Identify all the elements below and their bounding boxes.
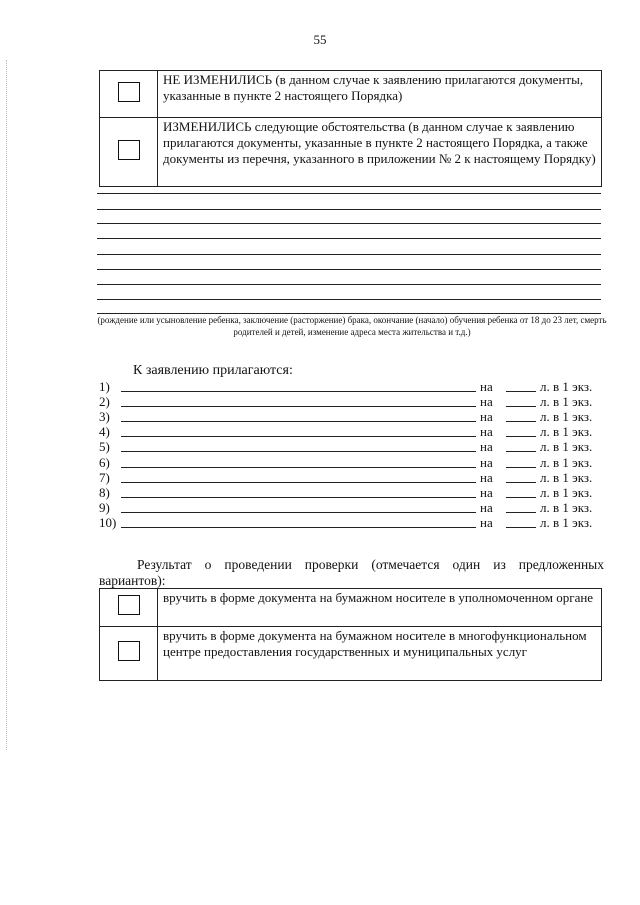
status-option-row [100, 71, 602, 118]
attachment-row [99, 470, 604, 485]
mfc-option-label: вручить в форме документа на бумажном носителе в многофункциональном центре предоставления государственных и муниципальных услуг [158, 627, 602, 681]
attachments-title: К заявлению прилагаются: [133, 363, 293, 378]
attachment-row [99, 500, 604, 515]
attachment-copies-label: л. в 1 экз. [540, 515, 593, 530]
authority-option-label: вручить в форме документа на бумажном носителе в уполномоченном органе [158, 589, 602, 627]
attachment-sheets-field[interactable] [506, 406, 536, 407]
attachment-row [99, 455, 604, 470]
attachment-sheets-field[interactable] [506, 482, 536, 483]
attachment-copies-label: л. в 1 экз. [540, 500, 593, 515]
status-options-table [99, 70, 602, 187]
margin-dotted-line [6, 60, 7, 750]
attachment-sheets-field[interactable] [506, 436, 536, 437]
attachment-name-field[interactable] [121, 421, 476, 422]
blank-line-3[interactable] [97, 223, 601, 224]
blank-line-2[interactable] [97, 209, 601, 210]
attachment-on-label: на [480, 515, 493, 530]
attachment-row [99, 439, 604, 454]
unchanged-checkbox[interactable] [118, 82, 140, 102]
attachment-sheets-field[interactable] [506, 391, 536, 392]
blank-line-1[interactable] [97, 193, 601, 194]
attachment-row [99, 409, 604, 424]
attachment-number: 3) [99, 409, 110, 424]
attachment-name-field[interactable] [121, 467, 476, 468]
attachment-row [99, 424, 604, 439]
attachment-name-field[interactable] [121, 497, 476, 498]
attachment-copies-label: л. в 1 экз. [540, 379, 593, 394]
attachment-copies-label: л. в 1 экз. [540, 394, 593, 409]
result-option-row [100, 627, 602, 681]
attachment-name-field[interactable] [121, 482, 476, 483]
attachment-sheets-field[interactable] [506, 451, 536, 452]
attachment-number: 5) [99, 439, 110, 454]
attachment-on-label: на [480, 455, 493, 470]
attachment-number: 7) [99, 470, 110, 485]
attachment-copies-label: л. в 1 экз. [540, 424, 593, 439]
blank-line-6[interactable] [97, 269, 601, 270]
attachment-sheets-field[interactable] [506, 497, 536, 498]
attachment-sheets-field[interactable] [506, 467, 536, 468]
attachment-row [99, 394, 604, 409]
attachment-sheets-field[interactable] [506, 527, 536, 528]
attachment-row [99, 515, 604, 530]
result-option-row [100, 589, 602, 627]
attachment-name-field[interactable] [121, 391, 476, 392]
attachment-name-field[interactable] [121, 512, 476, 513]
attachment-sheets-field[interactable] [506, 512, 536, 513]
attachment-on-label: на [480, 394, 493, 409]
attachment-name-field[interactable] [121, 527, 476, 528]
attachment-row [99, 379, 604, 394]
attachment-number: 4) [99, 424, 110, 439]
attachment-name-field[interactable] [121, 436, 476, 437]
attachment-on-label: на [480, 439, 493, 454]
attachment-on-label: на [480, 379, 493, 394]
attachment-on-label: на [480, 500, 493, 515]
attachment-number: 1) [99, 379, 110, 394]
attachment-name-field[interactable] [121, 406, 476, 407]
attachment-on-label: на [480, 470, 493, 485]
attachment-number: 2) [99, 394, 110, 409]
changed-checkbox[interactable] [118, 140, 140, 160]
page-number: 55 [313, 32, 327, 47]
changed-option-label: ИЗМЕНИЛИСЬ следующие обстоятельства (в данном случае к заявлению прилагаются документы, указанные в пункте 2 настоящего Порядка, а также документы из перечня, указанного в приложении № 2 к настоящему Порядку) [158, 118, 602, 187]
attachment-on-label: на [480, 485, 493, 500]
attachment-name-field[interactable] [121, 451, 476, 452]
attachment-row [99, 485, 604, 500]
circumstances-note: (рождение или усыновление ребенка, заключение (расторжение) брака, окончание (начало) обучения ребенка от 18 до 23 лет, смерть родителей и детей, изменение адреса места жительства и т.д.) [97, 315, 607, 337]
authority-checkbox[interactable] [118, 595, 140, 615]
status-option-row [100, 118, 602, 187]
blank-line-7[interactable] [97, 284, 601, 285]
attachment-number: 9) [99, 500, 110, 515]
attachment-copies-label: л. в 1 экз. [540, 439, 593, 454]
attachment-number: 6) [99, 455, 110, 470]
blank-line-5[interactable] [97, 254, 601, 255]
unchanged-option-label: НЕ ИЗМЕНИЛИСЬ (в данном случае к заявлению прилагаются документы, указанные в пункте 2 настоящего Порядка) [158, 71, 602, 118]
blank-line-4[interactable] [97, 238, 601, 239]
attachment-number: 8) [99, 485, 110, 500]
attachment-copies-label: л. в 1 экз. [540, 470, 593, 485]
attachment-copies-label: л. в 1 экз. [540, 455, 593, 470]
result-options-table [99, 588, 602, 681]
result-instruction: Результат о проведении проверки (отмечается один из предложенных вариантов): [99, 557, 604, 588]
attachment-copies-label: л. в 1 экз. [540, 485, 593, 500]
attachment-on-label: на [480, 424, 493, 439]
mfc-checkbox[interactable] [118, 641, 140, 661]
attachment-copies-label: л. в 1 экз. [540, 409, 593, 424]
attachment-sheets-field[interactable] [506, 421, 536, 422]
blank-line-8[interactable] [97, 299, 601, 300]
attachment-on-label: на [480, 409, 493, 424]
attachment-number: 10) [99, 515, 117, 530]
